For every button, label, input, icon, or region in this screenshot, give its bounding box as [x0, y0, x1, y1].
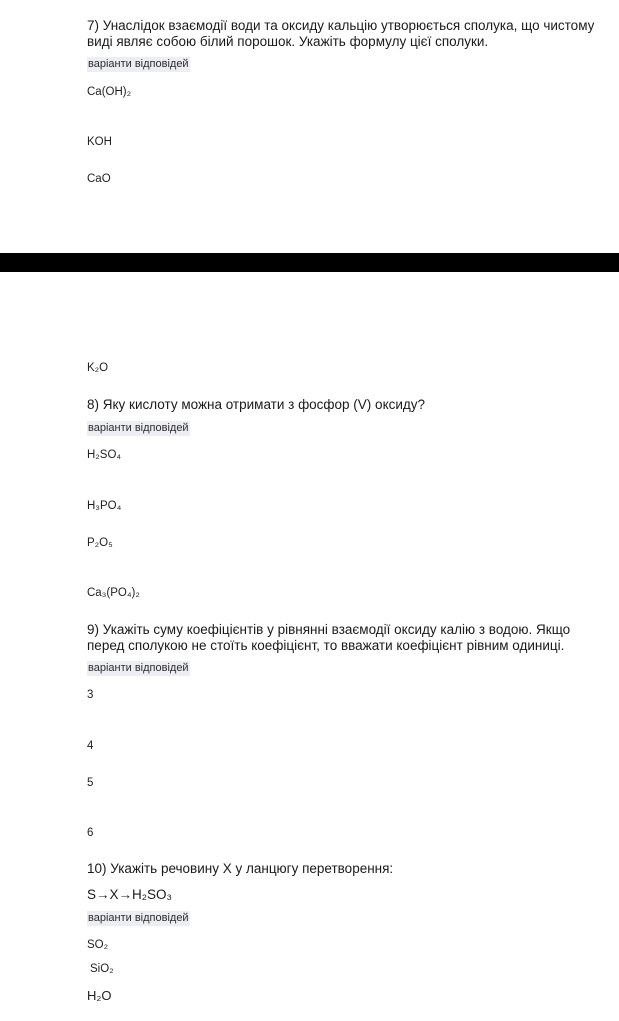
- q8-option-2[interactable]: H₃PO₄: [87, 500, 122, 512]
- page-divider-bar: [0, 253, 619, 272]
- question-10-text: 10) Укажіть речовину X у ланцюгу перетворення:: [87, 861, 394, 876]
- question-7-text: 7) Унаслідок взаємодії води та оксиду кальцію утворюється сполука, що чистому виді являє собою білий порошок. Укажіть формулу цієї сполуки.: [87, 18, 595, 49]
- question-8-text: 8) Яку кислоту можна отримати з фосфор (V) оксиду?: [87, 397, 426, 412]
- answers-label-q8: варіанти відповідей: [88, 422, 189, 434]
- q7-option-1[interactable]: Ca(OH)₂: [87, 86, 132, 98]
- q7-option-2[interactable]: KOH: [87, 136, 112, 148]
- answers-label-q7: варіанти відповідей: [88, 58, 189, 70]
- q8-option-3[interactable]: P₂O₅: [87, 537, 113, 549]
- q9-option-1[interactable]: 3: [87, 689, 94, 701]
- q10-option-1[interactable]: SO₂: [87, 939, 109, 951]
- q7-option-3[interactable]: CaO: [87, 173, 111, 185]
- q10-option-2[interactable]: SiO₂: [90, 963, 114, 975]
- q8-option-4[interactable]: Ca₃(PO₄)₂: [87, 587, 140, 599]
- answers-label-q9: варіанти відповідей: [88, 662, 189, 674]
- question-9-text: 9) Укажіть суму коефіцієнтів у рівнянні взаємодії оксиду калію з водою. Якщо перед сполукою не стоїть коефіцієнт, то вважати коефіцієнт рівним одиниці.: [87, 622, 571, 653]
- q9-option-4[interactable]: 6: [87, 827, 94, 839]
- q7-option-4[interactable]: K₂O: [87, 362, 109, 374]
- q9-option-3[interactable]: 5: [87, 777, 94, 789]
- transformation-chain: S→X→H₂SO₃: [87, 887, 173, 902]
- q10-option-3[interactable]: H₂O: [87, 988, 112, 1003]
- q9-option-2[interactable]: 4: [87, 740, 94, 752]
- q8-option-1[interactable]: H₂SO₄: [87, 449, 122, 461]
- answers-label-q10: варіанти відповідей: [88, 912, 189, 924]
